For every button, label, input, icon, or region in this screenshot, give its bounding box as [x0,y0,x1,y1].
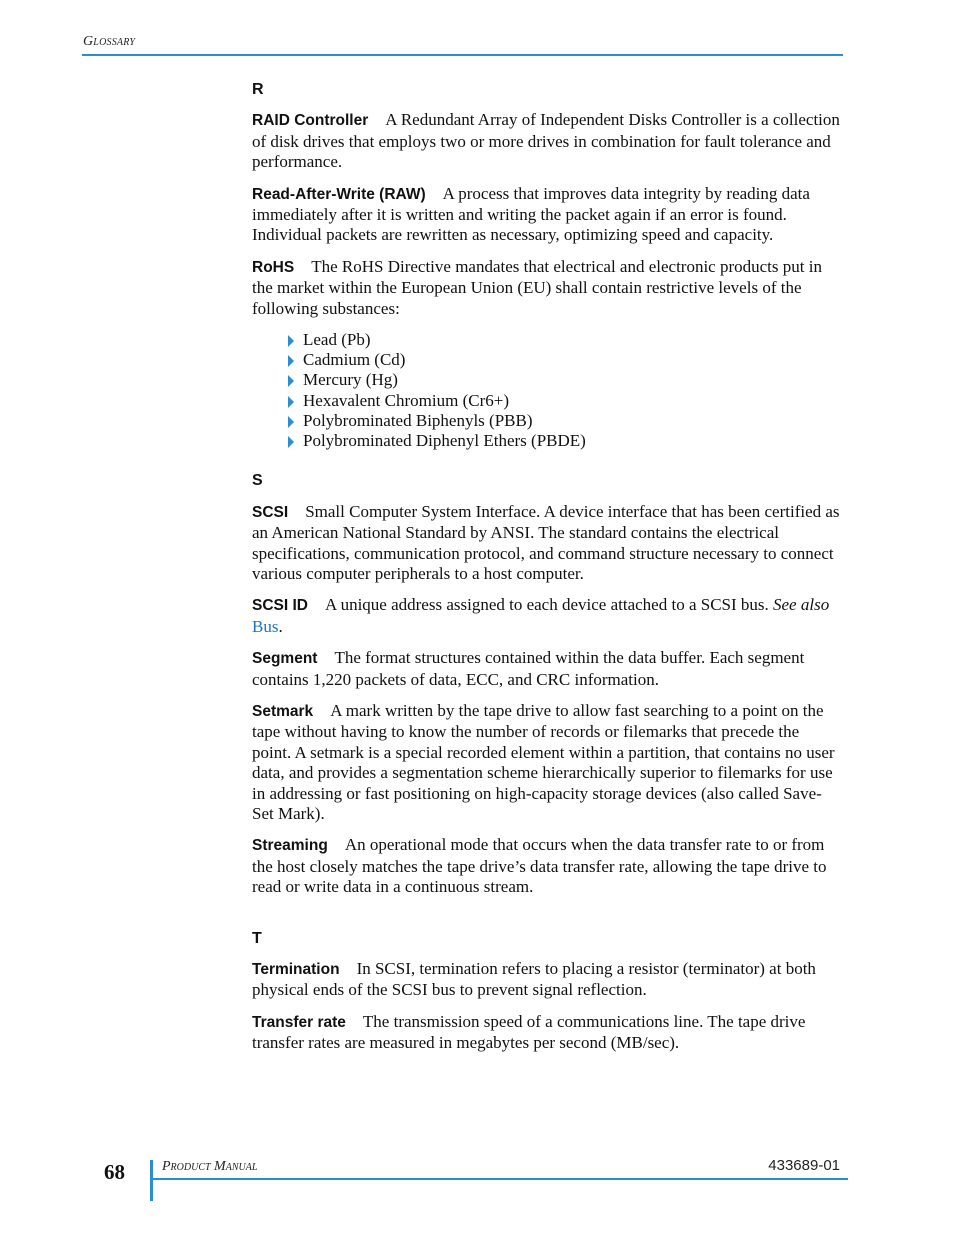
section-letter-t: T [252,929,262,947]
glossary-definition: Small Computer System Interface. A device interface that has been certified as an American National Standard by ANSI. The standard contains the electrical specifications, communication protocol, and command structure necessary to connect various computer peripherals to a host computer. [252,501,840,583]
list-item [287,330,842,350]
glossary-definition: A mark written by the tape drive to allow fast searching to a point on the tape without having to know the number of records or filemarks that precede the point. A setmark is a special recorded element within a partition, that contains no user data, and provides a segmentation scheme hierarchically superior to filemarks for use in addressing or fast positioning on high-capacity storage devices (also called Save-Set Mark). [252,700,835,823]
period: . [278,616,283,636]
list-item [287,431,842,451]
glossary-definition: The RoHS Directive mandates that electrical and electronic products put in the market within the European Union (EU) shall contain restrictive levels of the following substances: [252,256,822,318]
header-rule [82,54,843,56]
glossary-entry-scsi-id [252,595,842,637]
list-item-text: Lead (Pb) [303,330,371,350]
glossary-term: RAID Controller [252,112,369,130]
glossary-definition: A unique address assigned to each device attached to a SCSI bus. [324,595,769,615]
triangle-bullet-icon [288,436,294,448]
section-letter-r: R [252,81,264,98]
glossary-term: Termination [252,961,340,978]
rohs-substance-list [287,330,842,451]
glossary-term: Segment [252,650,318,668]
glossary-definition: An operational mode that occurs when the data transfer rate to or from the host closely matches the tape drive’s data transfer rate, allowing the tape drive to read or write data in a continuous stream. [252,835,827,897]
list-item [287,391,842,411]
glossary-term: Transfer rate [252,1013,346,1031]
glossary-entry-streaming [252,835,842,897]
glossary-term: SCSI [252,503,289,521]
glossary-entry-segment [252,648,842,690]
section-letter-s: S [252,472,263,490]
triangle-bullet-icon [288,375,294,387]
footer-vertical-bar [150,1160,153,1201]
glossary-entry-setmark [252,701,842,824]
list-item [287,370,842,390]
glossary-term: RoHS [252,258,295,276]
list-item-text: Mercury (Hg) [303,370,398,390]
triangle-bullet-icon [288,416,294,428]
glossary-definition: In SCSI, termination refers to placing a resistor (terminator) at both physical ends of the SCSI bus to prevent signal reflection. [252,959,816,1000]
running-header: Glossary [83,34,136,49]
list-item-text: Cadmium (Cd) [303,350,406,370]
bus-link[interactable]: Bus [252,616,279,636]
glossary-entry-termination [252,959,842,1001]
glossary-content [252,80,842,1065]
glossary-entry-raid-controller [252,110,842,172]
list-item-text: Hexavalent Chromium (Cr6+) [303,390,509,410]
glossary-definition: A process that improves data integrity by reading data immediately after it is written and writing the packet again if an error is found. Individual packets are rewritten as necessary, optimizing speed and capacity. [252,183,810,245]
list-item [287,350,842,370]
glossary-term: Setmark [252,702,314,720]
list-item-text: Polybrominated Diphenyl Ethers (PBDE) [303,431,586,451]
triangle-bullet-icon [288,335,294,347]
glossary-definition: The transmission speed of a communications line. The tape drive transfer rates are measured in megabytes per second (MB/sec). [252,1011,806,1053]
glossary-entry-rohs [252,257,842,319]
glossary-definition: A Redundant Array of Independent Disks Controller is a collection of disk drives that employs two or more drives in combination for fault tolerance and performance. [252,110,840,172]
glossary-entry-read-after-write [252,184,842,246]
list-item [287,411,842,431]
triangle-bullet-icon [288,396,294,408]
list-item-text: Polybrominated Biphenyls (PBB) [303,410,533,430]
footer-rule [150,1178,848,1180]
glossary-term: Streaming [252,837,328,855]
glossary-entry-transfer-rate [252,1012,842,1054]
page-number: 68 [104,1160,125,1184]
glossary-term: SCSI ID [252,597,308,615]
triangle-bullet-icon [288,355,294,367]
see-also-label: See also [773,595,830,615]
document-number: 433689-01 [768,1157,840,1174]
glossary-entry-scsi [252,502,842,585]
running-footer-title: Product Manual [162,1159,258,1174]
glossary-definition: The format structures contained within the data buffer. Each segment contains 1,220 packets of data, ECC, and CRC information. [252,648,805,689]
glossary-term: Read-After-Write (RAW) [252,185,426,203]
